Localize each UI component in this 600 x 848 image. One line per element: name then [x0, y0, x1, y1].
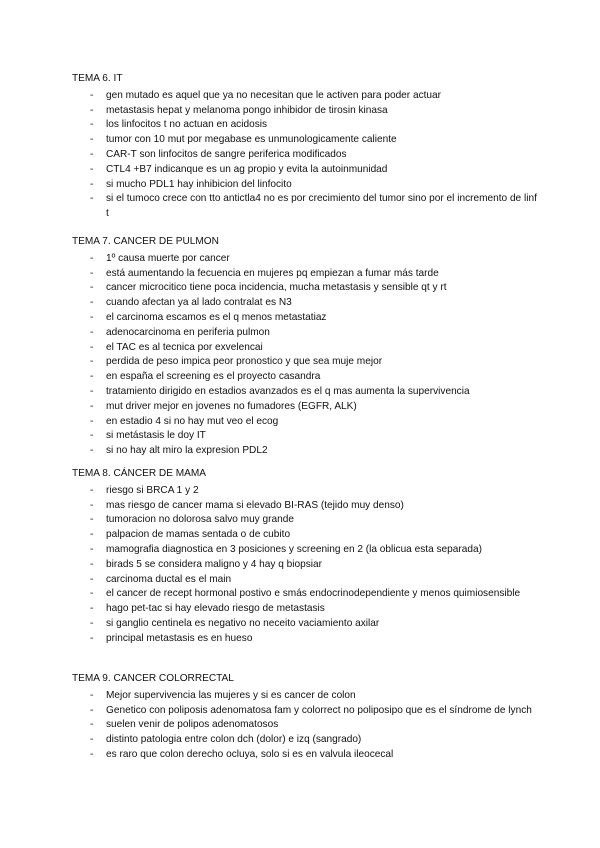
- bullet-dash: -: [90, 558, 94, 570]
- list-item: [72, 252, 542, 267]
- list-item: [72, 617, 542, 632]
- list-item-text: cuando afectan ya al lado contralat es N3: [106, 297, 292, 309]
- list-item-text: perdida de peso impica peor pronostico y que sea muje mejor: [106, 356, 383, 368]
- list-item-text: tratamiento dirigido en estadios avanzados es el q mas aumenta la supervivencia: [106, 385, 470, 397]
- list-item: [72, 133, 542, 148]
- list-item: [72, 632, 542, 647]
- bullet-dash: -: [90, 89, 94, 101]
- bullet-dash: -: [90, 400, 94, 412]
- list-item-text: palpacion de mamas sentada o de cubito: [106, 529, 291, 541]
- list-item: [72, 704, 542, 719]
- list-item-text: en estadio 4 si no hay mut veo el ecog: [106, 415, 279, 427]
- bullet-dash: -: [90, 734, 94, 746]
- bullet-list: [72, 689, 542, 763]
- list-item: [72, 192, 542, 222]
- list-item: [72, 558, 542, 573]
- bullet-dash: -: [90, 178, 94, 190]
- bullet-dash: -: [90, 267, 94, 279]
- list-item: [72, 513, 542, 528]
- list-item: [72, 370, 542, 385]
- list-item: [72, 104, 542, 119]
- list-item-text: hago pet-tac si hay elevado riesgo de metastasis: [106, 603, 325, 615]
- bullet-dash: -: [90, 748, 94, 760]
- list-item-text: el TAC es al tecnica por exvelencai: [106, 341, 263, 353]
- list-item: [72, 385, 542, 400]
- list-item-text: mut driver mejor en jovenes no fumadores (EGFR, ALK): [106, 400, 357, 412]
- list-item: [72, 444, 542, 459]
- bullet-dash: -: [90, 514, 94, 526]
- list-item-text: tumor con 10 mut por megabase es unmunologicamente caliente: [106, 134, 397, 146]
- list-item: [72, 689, 542, 704]
- list-item: [72, 355, 542, 370]
- list-item-text: birads 5 se considera maligno y 4 hay q biopsiar: [106, 558, 323, 570]
- bullet-list: [72, 484, 542, 647]
- section-heading: TEMA 8. CÁNCER DE MAMA: [72, 468, 207, 479]
- list-item-text: mas riesgo de cancer mama si elevado BI-RAS (tejido muy denso): [106, 499, 404, 511]
- bullet-dash: -: [90, 134, 94, 146]
- list-item-text: si ganglio centinela es negativo no neceito vaciamiento axilar: [106, 617, 380, 629]
- list-item-text: el carcinoma escamos es el q menos metastatiaz: [106, 311, 327, 323]
- bullet-dash: -: [90, 326, 94, 338]
- bullet-dash: -: [90, 252, 94, 264]
- list-item-text: cancer microcitico tiene poca incidencia, mucha metastasis y sensible qt y rt: [106, 282, 447, 294]
- list-item-text: si mucho PDL1 hay inhibicion del linfocito: [106, 178, 292, 190]
- list-item-text: Mejor supervivencia las mujeres y si es cancer de colon: [106, 689, 356, 701]
- bullet-dash: -: [90, 617, 94, 629]
- bullet-dash: -: [90, 719, 94, 731]
- list-item-text: adenocarcinoma en periferia pulmon: [106, 326, 270, 338]
- list-item: [72, 148, 542, 163]
- bullet-dash: -: [90, 119, 94, 131]
- bullet-dash: -: [90, 689, 94, 701]
- list-item-text: principal metastasis es en hueso: [106, 632, 253, 644]
- list-item-text: carcinoma ductal es el main: [106, 573, 232, 585]
- list-item-text: es raro que colon derecho ocluya, solo si es en valvula ileocecal: [106, 748, 394, 760]
- list-item-text: tumoracion no dolorosa salvo muy grande: [106, 514, 294, 526]
- list-item-text: está aumentando la fecuencia en mujeres pq empiezan a fumar más tarde: [106, 267, 439, 279]
- list-item-text: metastasis hepat y melanoma pongo inhibidor de tirosin kinasa: [106, 104, 388, 116]
- list-item-text: si el tumoco crece con tto antictla4 no es por crecimiento del tumor sino por el incremento de linf t: [106, 193, 537, 220]
- list-item: [72, 400, 542, 415]
- list-item-text: si no hay alt miro la expresion PDL2: [106, 445, 268, 457]
- bullet-dash: -: [90, 445, 94, 457]
- section-tema-9: [72, 672, 542, 763]
- list-item: [72, 484, 542, 499]
- bullet-dash: -: [90, 104, 94, 116]
- list-item: [72, 429, 542, 444]
- bullet-list: [72, 252, 542, 459]
- bullet-dash: -: [90, 311, 94, 323]
- list-item: [72, 296, 542, 311]
- bullet-dash: -: [90, 415, 94, 427]
- bullet-dash: -: [90, 297, 94, 309]
- list-item: [72, 602, 542, 617]
- list-item: [72, 528, 542, 543]
- list-item: [72, 748, 542, 763]
- list-item: [72, 733, 542, 748]
- list-item-text: los linfocitos t no actuan en acidosis: [106, 119, 268, 131]
- bullet-dash: -: [90, 193, 94, 205]
- list-item: [72, 118, 542, 133]
- list-item: [72, 341, 542, 356]
- bullet-dash: -: [90, 484, 94, 496]
- bullet-dash: -: [90, 588, 94, 600]
- list-item-text: CTL4 +B7 indicanque es un ag propio y evita la autoinmunidad: [106, 163, 388, 175]
- list-item-text: el cancer de recept hormonal postivo e smás endocrinodependiente y menos quimiosensible: [106, 588, 521, 600]
- bullet-dash: -: [90, 632, 94, 644]
- bullet-dash: -: [90, 573, 94, 585]
- list-item: [72, 178, 542, 193]
- bullet-dash: -: [90, 371, 94, 383]
- list-item-text: riesgo si BRCA 1 y 2: [106, 484, 199, 496]
- list-item: [72, 415, 542, 430]
- bullet-dash: -: [90, 704, 94, 716]
- bullet-dash: -: [90, 163, 94, 175]
- list-item: [72, 326, 542, 341]
- list-item-text: 1º causa muerte por cancer: [106, 252, 230, 264]
- list-item: [72, 163, 542, 178]
- section-heading: TEMA 7. CANCER DE PULMON: [72, 236, 219, 247]
- list-item-text: gen mutado es aquel que ya no necesitan que le activen para poder actuar: [106, 89, 442, 101]
- list-item-text: mamografia diagnostica en 3 posiciones y screening en 2 (la oblicua esta separada): [106, 543, 482, 555]
- list-item: [72, 543, 542, 558]
- list-item-text: Genetico con poliposis adenomatosa fam y colorrect no poliposipo que es el síndrome de lynch: [106, 704, 532, 716]
- bullet-dash: -: [90, 282, 94, 294]
- list-item: [72, 89, 542, 104]
- list-item: [72, 499, 542, 514]
- list-item: [72, 281, 542, 296]
- bullet-list: [72, 89, 542, 222]
- list-item: [72, 311, 542, 326]
- list-item: [72, 573, 542, 588]
- bullet-dash: -: [90, 341, 94, 353]
- list-item: [72, 587, 542, 602]
- bullet-dash: -: [90, 499, 94, 511]
- list-item-text: suelen venir de polipos adenomatosos: [106, 719, 279, 731]
- section-tema-8: [72, 467, 542, 647]
- bullet-dash: -: [90, 543, 94, 555]
- list-item-text: CAR-T son linfocitos de sangre periferica modificados: [106, 148, 347, 160]
- bullet-dash: -: [90, 529, 94, 541]
- list-item-text: si metástasis le doy IT: [106, 430, 206, 442]
- list-item-text: en españa el screening es el proyecto casandra: [106, 371, 321, 383]
- bullet-dash: -: [90, 385, 94, 397]
- bullet-dash: -: [90, 356, 94, 368]
- bullet-dash: -: [90, 430, 94, 442]
- section-heading: TEMA 6. IT: [72, 73, 123, 84]
- section-tema-6: [72, 72, 542, 222]
- bullet-dash: -: [90, 148, 94, 160]
- section-heading: TEMA 9. CANCER COLORRECTAL: [72, 673, 234, 684]
- section-tema-7: [72, 235, 542, 459]
- list-item: [72, 718, 542, 733]
- list-item: [72, 267, 542, 282]
- list-item-text: distinto patologia entre colon dch (dolor) e izq (sangrado): [106, 734, 362, 746]
- bullet-dash: -: [90, 603, 94, 615]
